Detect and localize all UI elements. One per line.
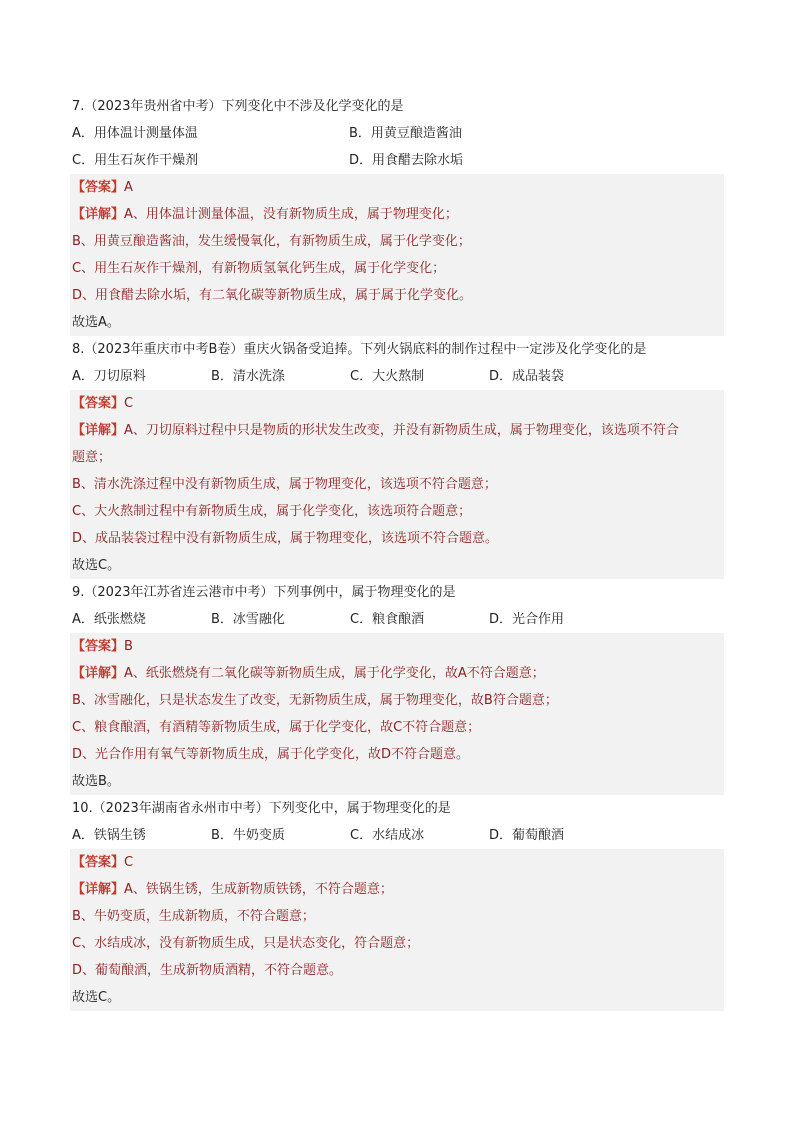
question-stem: 9.（2023年江苏省连云港市中考）下列事例中，属于物理变化的是 bbox=[72, 585, 456, 600]
answer-label: 【答案】 bbox=[72, 855, 125, 870]
explain-line bbox=[70, 417, 724, 444]
explain-line: B、牛奶变质，生成新物质，不符合题意； bbox=[70, 903, 724, 930]
explain-label: 【详解】 bbox=[72, 207, 125, 222]
answer-label: 【答案】 bbox=[72, 180, 125, 195]
option-c: C．水结成冰 bbox=[350, 828, 425, 843]
question-page bbox=[70, 93, 724, 1011]
question-stem: 8.（2023年重庆市中考B卷）重庆火锅备受追捧。下列火锅底料的制作过程中一定涉及化学变化的是 bbox=[72, 342, 647, 357]
explain-label: 【详解】 bbox=[72, 423, 125, 438]
answer-value: C bbox=[124, 855, 134, 870]
explain-text: A、刀切原料过程中只是物质的形状发生改变，并没有新物质生成，属于物理变化，该选项不符合 bbox=[124, 423, 679, 438]
option-d: D．光合作用 bbox=[489, 612, 565, 627]
explain-text: A、纸张燃烧有二氧化碳等新物质生成，属于化学变化，故A不符合题意； bbox=[124, 666, 545, 681]
option-row bbox=[70, 120, 724, 147]
option-row bbox=[70, 606, 724, 633]
explain-text: A、铁锅生锈，生成新物质铁锈，不符合题意； bbox=[124, 882, 393, 897]
explain-line: B、冰雪融化，只是状态发生了改变，无新物质生成，属于物理变化，故B符合题意； bbox=[70, 687, 724, 714]
explain-line: C、用生石灰作干燥剂，有新物质氢氧化钙生成，属于化学变化； bbox=[70, 255, 724, 282]
explain-line: D、光合作用有氧气等新物质生成，属于化学变化，故D不符合题意。 bbox=[70, 741, 724, 768]
conclusion-line: 故选C。 bbox=[70, 552, 724, 579]
explain-line: D、葡萄酿酒，生成新物质酒精，不符合题意。 bbox=[70, 957, 724, 984]
explain-line bbox=[70, 876, 724, 903]
answer-label: 【答案】 bbox=[72, 396, 125, 411]
explain-label: 【详解】 bbox=[72, 666, 125, 681]
option-b: B．牛奶变质 bbox=[211, 828, 285, 843]
option-d: D．成品装袋 bbox=[489, 369, 565, 384]
answer-label: 【答案】 bbox=[72, 639, 125, 654]
question-8 bbox=[70, 336, 724, 579]
explain-text: A、用体温计测量体温，没有新物质生成，属于物理变化； bbox=[124, 207, 458, 222]
option-a: A．用体温计测量体温 bbox=[72, 126, 198, 141]
explain-line: D、成品装袋过程中没有新物质生成，属于物理变化，该选项不符合题意。 bbox=[70, 525, 724, 552]
explain-line bbox=[70, 201, 724, 228]
explain-line: C、粮食酿酒，有酒精等新物质生成，属于化学变化，故C不符合题意； bbox=[70, 714, 724, 741]
conclusion-line: 故选B。 bbox=[70, 768, 724, 795]
option-row bbox=[70, 822, 724, 849]
option-a: A．刀切原料 bbox=[72, 369, 146, 384]
option-a: A．铁锅生锈 bbox=[72, 828, 146, 843]
answer-value: B bbox=[124, 639, 133, 654]
answer-value: A bbox=[124, 180, 133, 195]
option-c: C．大火熬制 bbox=[350, 369, 425, 384]
option-d: D．用食醋去除水垢 bbox=[349, 153, 464, 168]
explain-line: D、用食醋去除水垢，有二氧化碳等新物质生成，属于属于化学变化。 bbox=[70, 282, 724, 309]
explain-line: B、清水洗涤过程中没有新物质生成，属于物理变化，该选项不符合题意； bbox=[70, 471, 724, 498]
answer-line bbox=[70, 390, 724, 417]
answer-line bbox=[70, 633, 724, 660]
option-b: B．用黄豆酿造酱油 bbox=[349, 126, 462, 141]
option-row bbox=[70, 363, 724, 390]
question-10 bbox=[70, 795, 724, 1011]
conclusion-line: 故选C。 bbox=[70, 984, 724, 1011]
explain-line bbox=[70, 660, 724, 687]
option-d: D．葡萄酿酒 bbox=[489, 828, 565, 843]
question-7 bbox=[70, 93, 724, 336]
answer-line bbox=[70, 174, 724, 201]
question-9 bbox=[70, 579, 724, 795]
question-stem: 10.（2023年湖南省永州市中考）下列变化中，属于物理变化的是 bbox=[72, 801, 451, 816]
option-b: B．冰雪融化 bbox=[211, 612, 285, 627]
answer-line bbox=[70, 849, 724, 876]
option-b: B．清水洗涤 bbox=[211, 369, 285, 384]
option-a: A．纸张燃烧 bbox=[72, 612, 146, 627]
explain-line: C、大火熬制过程中有新物质生成，属于化学变化，该选项符合题意； bbox=[70, 498, 724, 525]
answer-value: C bbox=[124, 396, 134, 411]
conclusion-line: 故选A。 bbox=[70, 309, 724, 336]
explain-label: 【详解】 bbox=[72, 882, 125, 897]
explain-line: B、用黄豆酿造酱油，发生缓慢氧化，有新物质生成，属于化学变化； bbox=[70, 228, 724, 255]
explain-line: C、水结成冰，没有新物质生成，只是状态变化，符合题意； bbox=[70, 930, 724, 957]
explain-line: 题意； bbox=[70, 444, 724, 471]
option-c: C．粮食酿酒 bbox=[350, 612, 425, 627]
option-c: C．用生石灰作干燥剂 bbox=[72, 153, 199, 168]
option-row bbox=[70, 147, 724, 174]
question-stem: 7.（2023年贵州省中考）下列变化中不涉及化学变化的是 bbox=[72, 99, 404, 114]
